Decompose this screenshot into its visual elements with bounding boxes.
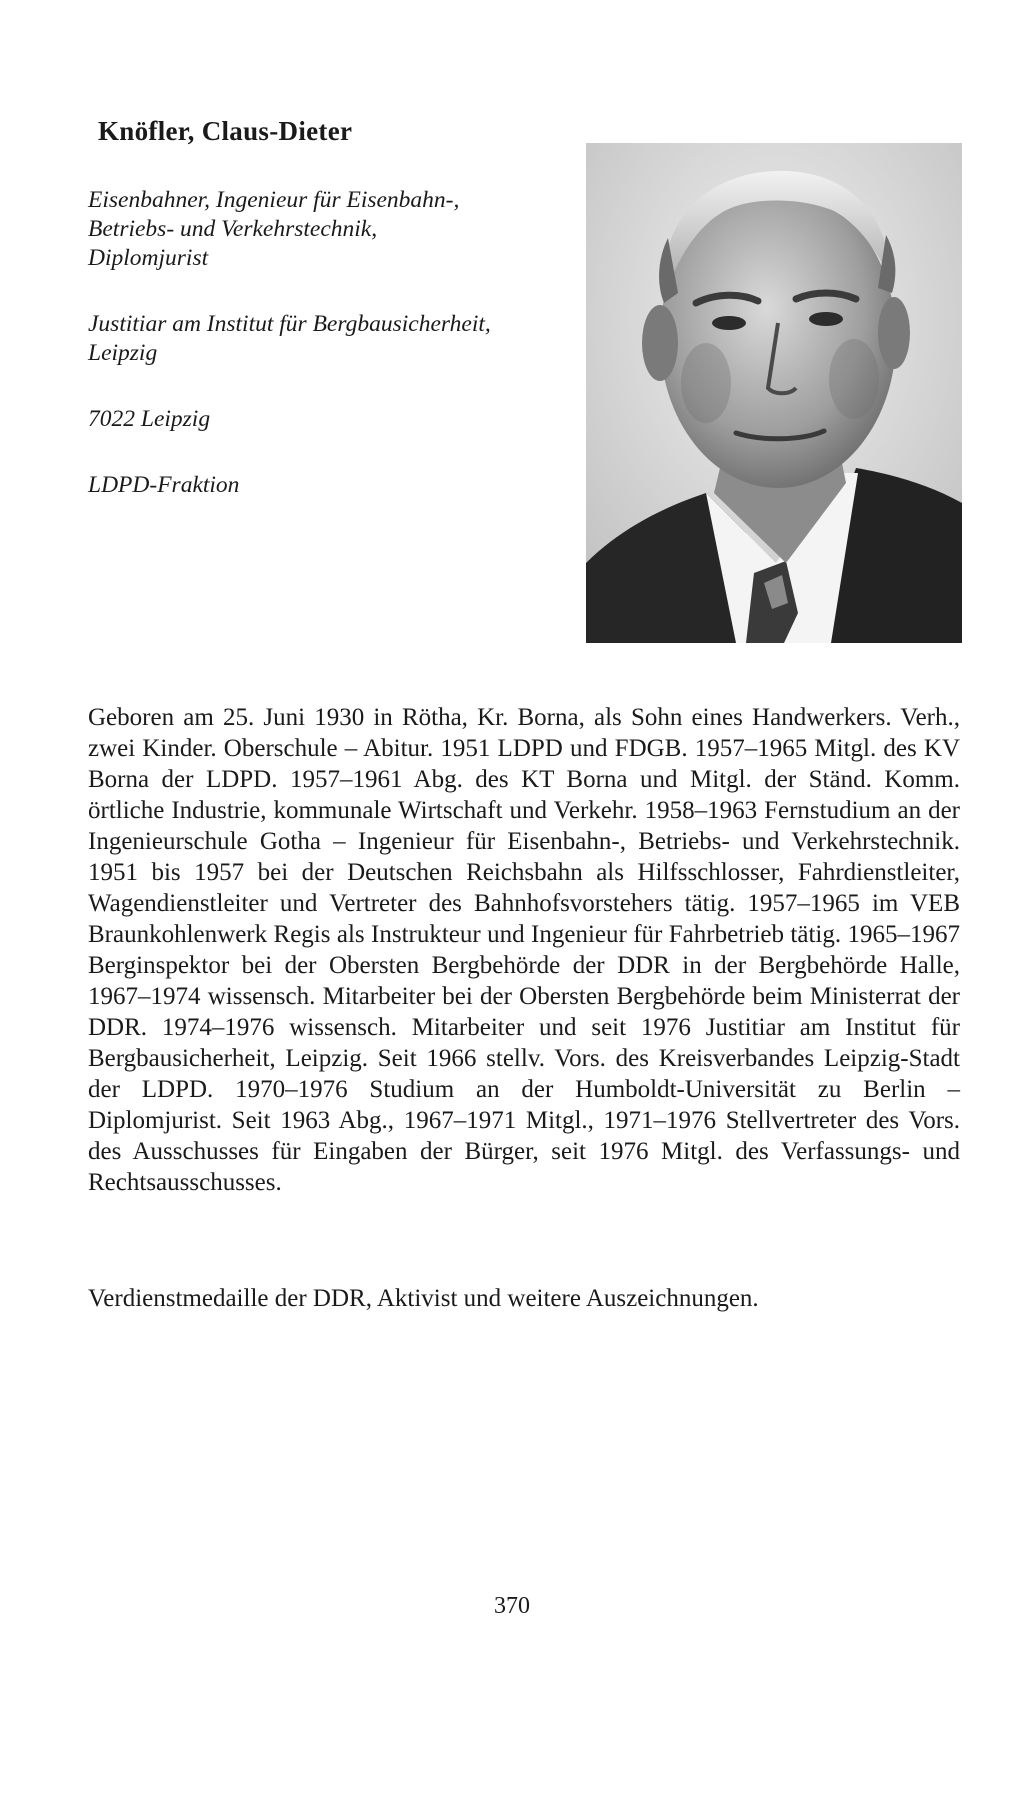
awards-text: Verdienstmedaille der DDR, Aktivist und weitere Auszeichnungen.: [88, 1285, 759, 1312]
address: 7022 Leipzig: [88, 406, 211, 432]
occupation: Eisenbahner, Ingenieur für Eisenbahn-, Betriebs- und Verkehrstechnik, Diplomjurist: [88, 187, 460, 271]
page-number: 370: [494, 1593, 530, 1619]
entry-name: Knöfler, Claus-Dieter: [98, 116, 353, 146]
portrait-photo: [586, 143, 962, 643]
biography-text: Geboren am 25. Juni 1930 in Rötha, Kr. Borna, als Sohn eines Handwerkers. Verh., zwei Kinder. Oberschule – Abitur. 1951 LDPD und FDGB. 1957–1965 Mitgl. des KV Borna der LDPD. 1957–1961 Abg. des KT Borna und Mitgl. der Ständ. Komm. örtliche Industrie, kommunale Wirtschaft und Verkehr. 1958–1963 Fernstudium an der Ingenieurschule Gotha – Ingenieur für Eisenbahn-, Betriebs- und Verkehrstechnik. 1951 bis 1957 bei der Deutschen Reichsbahn als Hilfsschlosser, Fahrdienstleiter, Wagendienstleiter und Vertreter des Bahnhofsvorstehers tätig. 1957–1965 im VEB Braunkohlenwerk Regis als Instrukteur und Ingenieur für Fahrbetrieb tätig. 1965–1967 Berginspektor bei der Obersten Bergbehörde der DDR in der Bergbehörde Halle, 1967–1974 wissensch. Mitarbeiter bei der Obersten Bergbehörde beim Ministerrat der DDR. 1974–1976 wissensch. Mitarbeiter und seit 1976 Justitiar am Institut für Bergbausicherheit, Leipzig. Seit 1966 stellv. Vors. des Kreisverbandes Leipzig-Stadt der LDPD. 1970–1976 Studium an der Humboldt-Universität zu Berlin – Diplomjurist. Seit 1963 Abg., 1967–1971 Mitgl., 1971–1976 Stellvertreter des Vors. des Ausschusses für Eingaben der Bürger, seit 1976 Mitgl. des Verfassungs- und Rechtsausschusses.: [88, 704, 960, 1196]
faction: LDPD-Fraktion: [88, 472, 240, 498]
position: Justitiar am Institut für Bergbausicherheit, Leipzig: [88, 311, 491, 366]
profile-block: [88, 186, 498, 500]
